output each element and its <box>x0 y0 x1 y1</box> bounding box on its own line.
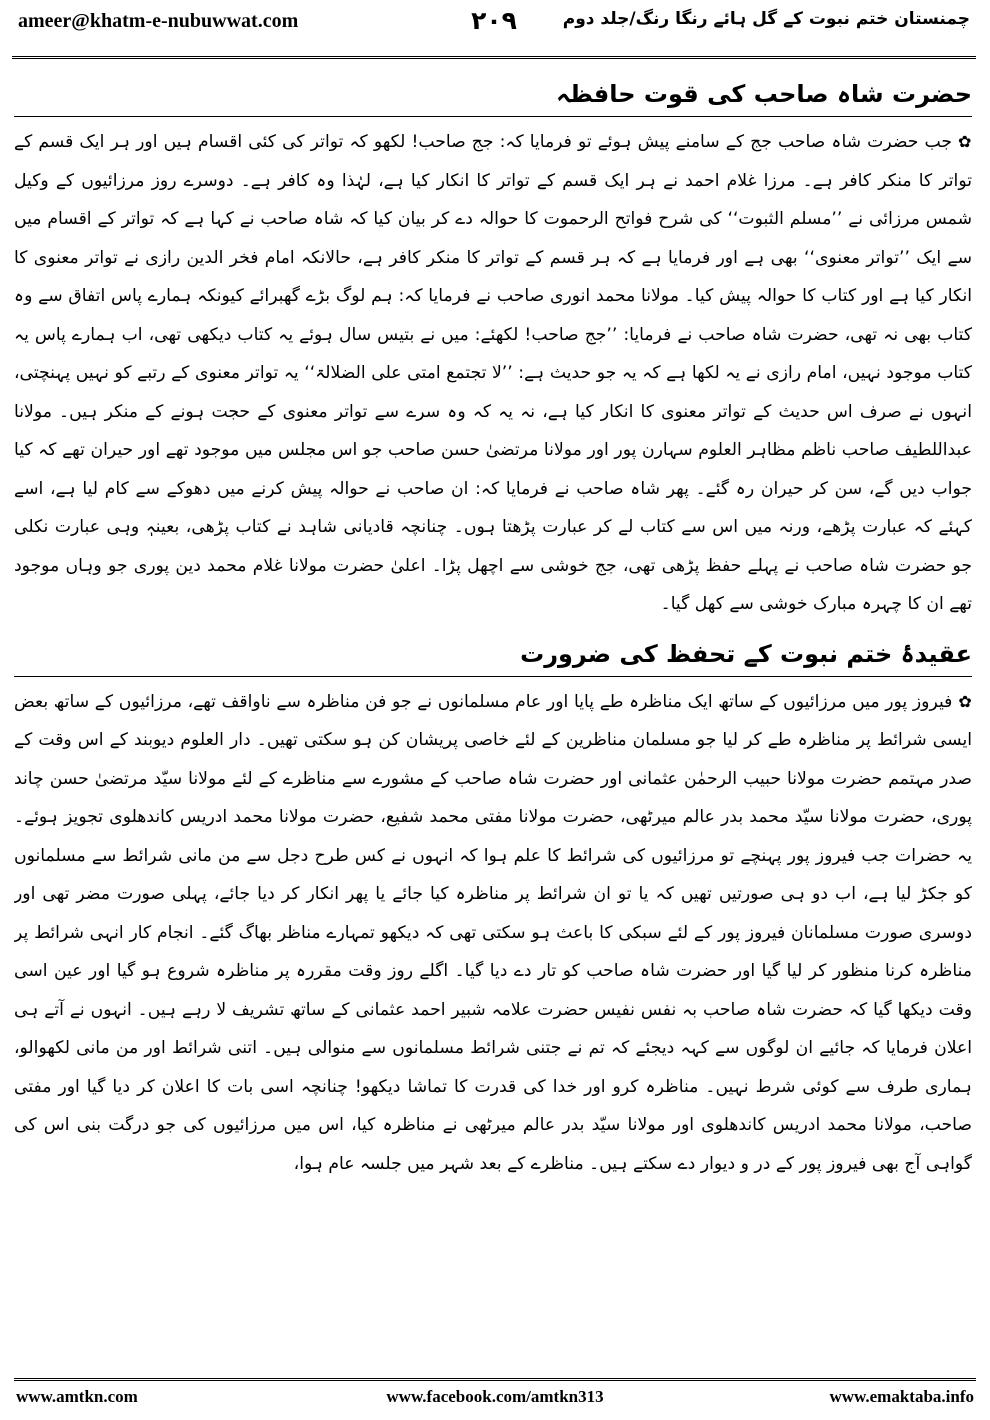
page-header <box>12 0 976 59</box>
section-paragraph-protection <box>14 683 972 1184</box>
footer-link-amtkn[interactable]: www.amtkn.com <box>16 1387 138 1406</box>
page-content <box>14 64 972 1370</box>
flower-bullet-icon: ✿ <box>958 691 972 711</box>
page-footer <box>14 1378 976 1415</box>
page-number: ۲۰۹ <box>471 6 517 35</box>
paragraph-text: جب حضرت شاہ صاحب جج کے سامنے پیش ہوئے تو فرمایا کہ: جج صاحب! لکھو کہ تواتر کی کئی اقسام ہیں اور ہر ایک قسم کے تواتر کا منکر کافر ہے۔ مرزا غلام احمد نے ہر ایک قسم کے تواتر کا انکار کیا ہے، لہٰذا وہ کافر ہے۔ دوسرے روز مرزائیوں کے وکیل شمس مرزائی نے ’’مسلم الثبوت‘‘ کی شرح فواتح الرحموت کا حوالہ دے کر بیان کیا کہ شاہ صاحب نے کہا ہے کہ تواتر کے اقسام میں سے ایک ’’تواتر معنوی‘‘ بھی ہے اور فرمایا ہے کہ ہر قسم کے تواتر کا منکر کافر ہے، حالانکہ امام فخر الدین رازی نے تواتر معنوی کا انکار کیا ہے اور کتاب کا حوالہ پیش کیا۔ مولانا محمد انوری صاحب نے فرمایا کہ: ہم لوگ بڑے گھبرائے کیونکہ ہمارے پاس اتفاق سے وہ کتاب بھی نہ تھی، حضرت شاہ صاحب نے فرمایا: ’’جج صاحب! لکھئے: میں نے بتیس سال ہوئے یہ کتاب دیکھی تھی، اب ہمارے پاس یہ کتاب موجود نہیں، امام رازی نے یہ لکھا ہے کہ یہ جو حدیث ہے: ’’لا تجتمع امتی علی الضلالۃ‘‘ یہ تواتر معنوی کے رتبے کو نہیں پہنچتی، انہوں نے صرف اس حدیث کے تواتر معنوی کا انکار کیا ہے، نہ یہ کہ وہ سرے سے تواتر معنوی کے حجت ہونے کے منکر ہیں۔ مولانا عبداللطیف صاحب ناظم مظاہر العلوم سہارن پور اور مولانا مرتضیٰ حسن صاحب جو اس مجلس میں موجود تھے اور حیران تھے کہ کیا جواب دیں گے، سن کر حیران رہ گئے۔ پھر شاہ صاحب نے فرمایا کہ: ان صاحب نے حوالہ پیش کرنے میں دھوکے سے کام لیا ہے، اسے کہئے کہ عبارت پڑھے، ورنہ میں اس سے کتاب لے کر عبارت پڑھتا ہوں۔ چنانچہ قادیانی شاہد نے کتاب پڑھی، بعینہٖ وہی عبارت نکلی جو حضرت شاہ صاحب نے پہلے حفظ پڑھی تھی، جج خوشی سے اچھل پڑا۔ اعلیٰ حضرت مولانا غلام محمد دین پوری جو وہاں موجود تھے ان کا چہرہ مبارک خوشی سے کھل گیا۔ <box>14 132 972 614</box>
footer-link-emaktaba[interactable]: www.emaktaba.info <box>829 1387 974 1406</box>
section-heading-protection: عقیدۂ ختم نبوت کے تحفظ کی ضرورت <box>14 632 972 677</box>
paragraph-text: فیروز پور میں مرزائیوں کے ساتھ ایک مناظرہ طے پایا اور عام مسلمانوں نے جو فن مناظرہ سے ناواقف تھے، مرزائیوں کے ساتھ بعض ایسی شرائط پر مناظرہ طے کر لیا جو مسلمان مناظرین کے لئے خاصی پریشان کن ہو سکتی تھیں۔ دار العلوم دیوبند کے اس وقت کے صدر مہتمم حضرت مولانا حبیب الرحمٰن عثمانی اور حضرت شاہ صاحب کے مشورے سے مناظرے کے لئے مولانا سیّد مرتضیٰ حسن چاند پوری، حضرت مولانا سیّد محمد بدر عالم میرٹھی، حضرت مولانا مفتی محمد شفیع، حضرت مولانا محمد ادریس کاندھلوی تجویز ہوئے۔ یہ حضرات جب فیروز پور پہنچے تو مرزائیوں کی شرائط کا علم ہوا کہ انہوں نے کس طرح دجل سے من مانی شرائط سے مسلمانوں کو جکڑ لیا ہے، اب دو ہی صورتیں تھیں کہ یا تو ان شرائط پر مناظرہ کیا جائے یا پھر انکار کر دیا جائے، پہلی صورت مضر تھی اور دوسری صورت مسلمانان فیروز پور کے لئے سبکی کا باعث ہو سکتی تھی کہ دیکھو تمہارے مناظر بھاگ گئے۔ انجام کار انہی شرائط پر مناظرہ کرنا منظور کر لیا گیا اور حضرت شاہ صاحب کو تار دے دیا گیا۔ اگلے روز وقت مقررہ پر مناظرہ شروع ہو گیا اور عین اسی وقت دیکھا گیا کہ حضرت شاہ صاحب بہ نفس نفیس حضرت علامہ شبیر احمد عثمانی کے ساتھ تشریف لا رہے ہیں۔ انہوں نے آتے ہی اعلان فرمایا کہ جائیے ان لوگوں سے کہہ دیجئے کہ تم نے جتنی شرائط مسلمانوں سے منوالی ہیں۔ اتنی شرائط اور من مانی لکھوالو، ہماری طرف سے کوئی شرط نہیں۔ مناظرہ کرو اور خدا کی قدرت کا تماشا دیکھو! چنانچہ اسی بات کا اعلان کر دیا گیا اور مفتی صاحب، مولانا محمد ادریس کاندھلوی اور مولانا سیّد بدر عالم میرٹھی نے مناظرہ کیا، اس میں مرزائیوں کی جو درگت بنی اس کی گواہی آج بھی فیروز پور کے در و دیوار دے سکتے ہیں۔ مناظرے کے بعد شہر میں جلسہ عام ہوا، <box>14 691 972 1174</box>
section-heading-memory: حضرت شاہ صاحب کی قوت حافظہ <box>14 72 972 117</box>
section-paragraph-memory <box>14 123 972 624</box>
book-title: چمنستان ختم نبوت کے گل ہائے رنگا رنگ/جلد دوم <box>562 9 970 29</box>
footer-link-facebook[interactable]: www.facebook.com/amtkn313 <box>386 1387 604 1406</box>
header-email: ameer@khatm-e-nubuwwat.com <box>18 10 299 32</box>
flower-bullet-icon: ✿ <box>957 132 972 151</box>
